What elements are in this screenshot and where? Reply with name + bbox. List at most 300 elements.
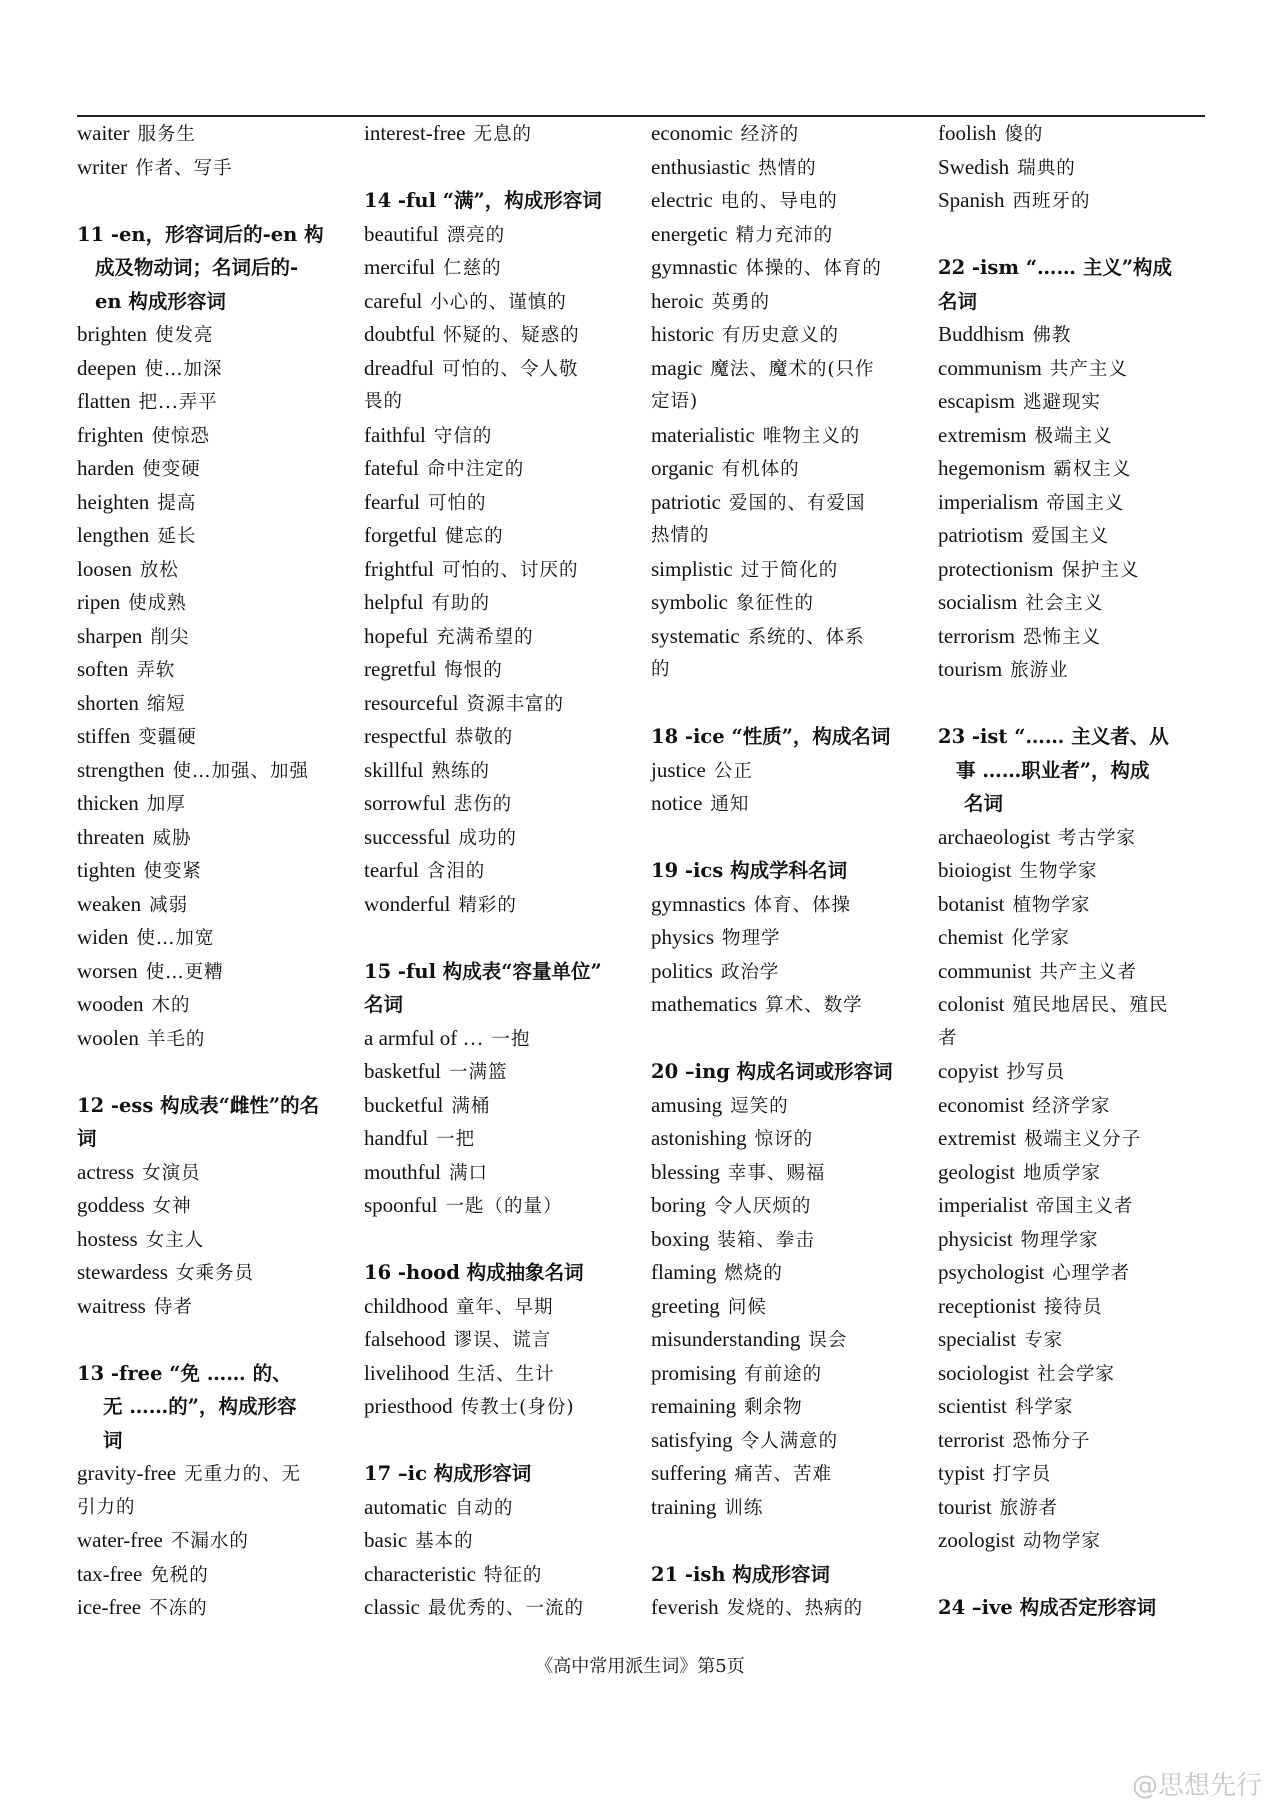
- section-gap: [364, 151, 642, 185]
- chinese-meaning: 通知: [710, 794, 750, 815]
- chinese-meaning: 有历史意义的: [722, 325, 840, 346]
- english-word: materialistic: [651, 422, 755, 447]
- section-heading: en 构成形容词: [95, 289, 226, 313]
- english-word: scientist: [938, 1394, 1007, 1418]
- word-entry: [77, 821, 355, 855]
- chinese-meaning: 可怕的、讨厌的: [441, 559, 579, 581]
- word-entry: [651, 1256, 929, 1290]
- word-entry: [364, 419, 642, 453]
- word-entry: [364, 1323, 642, 1357]
- word-entry: [77, 318, 355, 352]
- chinese-meaning: 燃烧的: [724, 1263, 783, 1284]
- english-word: communist: [938, 958, 1032, 983]
- chinese-meaning: 极端主义: [1034, 425, 1113, 447]
- chinese-meaning: 殖民地居民、殖民: [1012, 995, 1169, 1016]
- english-word: stewardess: [77, 1260, 168, 1284]
- entry-continuation: 引力的: [77, 1496, 136, 1518]
- english-word: doubtful: [364, 322, 436, 346]
- chinese-meaning: 一匙（的量）: [445, 1196, 563, 1217]
- word-entry: [364, 1156, 642, 1190]
- chinese-meaning: 英勇的: [711, 291, 770, 313]
- chinese-meaning: 命中注定的: [426, 459, 525, 480]
- word-entry: [938, 519, 1216, 553]
- word-entry: [651, 285, 929, 319]
- english-word: ripen: [77, 590, 121, 614]
- entry-continuation: 热情的: [651, 525, 710, 546]
- english-word: foolish: [938, 121, 997, 145]
- word-entry: [77, 921, 355, 955]
- word-entry: [651, 787, 929, 821]
- chinese-meaning: 恭敬的: [454, 727, 514, 748]
- english-word: justice: [651, 757, 706, 782]
- chinese-meaning: 西班牙的: [1012, 191, 1091, 212]
- chinese-meaning: 帝国主义: [1046, 492, 1125, 514]
- english-word: heroic: [651, 288, 704, 313]
- english-word: simplistic: [651, 556, 733, 581]
- section-gap: [364, 1223, 642, 1257]
- chinese-meaning: 可怕的、令人敬: [441, 358, 579, 380]
- english-word: threaten: [77, 824, 145, 849]
- word-entry: [77, 151, 355, 185]
- chinese-meaning: 童年、早期: [456, 1296, 554, 1318]
- chinese-meaning: 极端主义分子: [1024, 1129, 1142, 1150]
- chinese-meaning: 体育、体操: [753, 894, 852, 916]
- chinese-meaning: 共产主义者: [1039, 961, 1137, 983]
- word-entry: [651, 1223, 929, 1257]
- word-entry: [364, 1591, 642, 1625]
- english-word: stiffen: [77, 724, 131, 748]
- word-entry: [938, 1424, 1216, 1458]
- english-word: misunderstanding: [651, 1327, 801, 1351]
- english-word: communism: [938, 355, 1042, 380]
- chinese-meaning: 传教士(身份): [460, 1397, 575, 1418]
- word-entry: [364, 720, 642, 754]
- word-entry: [364, 1524, 642, 1558]
- word-entry: [364, 1357, 642, 1391]
- section-heading: 24 –ive 构成否定形容词: [938, 1596, 1157, 1619]
- english-word: fearful: [364, 489, 420, 514]
- english-word: extremism: [938, 422, 1027, 447]
- english-word: astonishing: [651, 1126, 747, 1150]
- column-4: [938, 117, 1216, 1625]
- chinese-meaning: 女主人: [145, 1229, 205, 1251]
- english-word: patriotic: [651, 489, 721, 514]
- english-word: loosen: [77, 556, 132, 581]
- section-heading: 12 -ess 构成表“雌性”的名: [77, 1093, 320, 1117]
- english-word: resourceful: [364, 690, 459, 715]
- english-word: Spanish: [938, 188, 1005, 212]
- english-word: systematic: [651, 623, 740, 648]
- english-word: harden: [77, 456, 135, 480]
- chinese-meaning: 削尖: [150, 626, 190, 648]
- english-word: forgetful: [364, 523, 438, 547]
- chinese-meaning: 女乘务员: [175, 1263, 254, 1284]
- chinese-meaning: 物理学: [722, 928, 781, 949]
- chinese-meaning: 提高: [157, 492, 197, 514]
- word-entry: [651, 921, 929, 955]
- english-word: enthusiastic: [651, 154, 751, 179]
- chinese-meaning: 无息的: [473, 124, 532, 145]
- word-entry: [938, 1457, 1216, 1491]
- chinese-meaning: 唯物主义的: [762, 425, 861, 447]
- word-entry: [364, 1390, 642, 1424]
- chinese-meaning: 地质学家: [1023, 1162, 1102, 1184]
- section-gap: [651, 821, 929, 855]
- chinese-meaning: 爱国的、有爱国: [728, 492, 866, 514]
- english-word: deepen: [77, 355, 137, 380]
- english-word: sharpen: [77, 623, 143, 648]
- word-entry: [77, 988, 355, 1022]
- word-entry: [364, 1558, 642, 1592]
- english-word: zoologist: [938, 1528, 1015, 1552]
- word-entry: [651, 218, 929, 252]
- chinese-meaning: 有前途的: [744, 1363, 823, 1385]
- word-entry: [77, 1558, 355, 1592]
- english-word: weaken: [77, 891, 142, 916]
- word-entry: [651, 1357, 929, 1391]
- english-word: physics: [651, 925, 714, 949]
- entry-continuation: 的: [651, 659, 671, 680]
- chinese-meaning: 仁慈的: [443, 258, 502, 279]
- word-entry: [364, 285, 642, 319]
- watermark: @思想先行: [1131, 1771, 1262, 1801]
- english-word: mathematics: [651, 992, 758, 1016]
- word-entry: [364, 251, 642, 285]
- column-2: [364, 117, 642, 1625]
- word-entry: [364, 888, 642, 922]
- word-entry: [938, 352, 1216, 386]
- chinese-meaning: 心理学者: [1052, 1263, 1131, 1284]
- chinese-meaning: 有助的: [431, 593, 490, 614]
- chinese-meaning: 生物学家: [1019, 861, 1098, 882]
- english-word: waiter: [77, 121, 130, 145]
- english-word: widen: [77, 925, 129, 949]
- english-word: tourism: [938, 657, 1003, 681]
- section-gap: [77, 184, 355, 218]
- english-word: beautiful: [364, 221, 439, 246]
- chinese-meaning: 资源丰富的: [466, 693, 564, 715]
- chinese-meaning: 放松: [139, 559, 179, 581]
- section-heading: 21 -ish 构成形容词: [651, 1562, 830, 1586]
- chinese-meaning: 热情的: [758, 157, 817, 179]
- chinese-meaning: 把...弄平: [138, 392, 218, 413]
- chinese-meaning: 帝国主义者: [1035, 1196, 1134, 1217]
- chinese-meaning: 羊毛的: [146, 1028, 206, 1050]
- word-entry: [938, 117, 1216, 151]
- english-word: Swedish: [938, 154, 1010, 179]
- chinese-meaning: 精彩的: [458, 894, 517, 916]
- chinese-meaning: 一把: [436, 1129, 476, 1150]
- chinese-meaning: 佛教: [1032, 325, 1072, 346]
- chinese-meaning: 免税的: [150, 1564, 209, 1586]
- chinese-meaning: 经济学家: [1032, 1095, 1111, 1117]
- word-entry: [938, 452, 1216, 486]
- section-heading: 名词: [964, 792, 1004, 815]
- chinese-meaning: 发烧的、热病的: [726, 1598, 864, 1619]
- english-word: gymnastics: [651, 891, 746, 916]
- word-entry: [938, 988, 1216, 1022]
- word-entry: [651, 988, 929, 1022]
- chinese-meaning: 成功的: [458, 827, 517, 849]
- english-word: woolen: [77, 1025, 139, 1050]
- word-entry: [77, 486, 355, 520]
- word-entry: [77, 519, 355, 553]
- word-entry: [364, 553, 642, 587]
- chinese-meaning: 漂亮的: [446, 224, 506, 246]
- section-heading: 14 -ful “满”，构成形容词: [364, 189, 602, 212]
- english-word: amusing: [651, 1092, 723, 1117]
- english-word: bucketful: [364, 1092, 444, 1117]
- english-word: heighten: [77, 489, 150, 514]
- section-gap: [651, 687, 929, 721]
- chinese-meaning: 不冻的: [149, 1598, 208, 1619]
- chinese-meaning: 使成熟: [128, 593, 187, 614]
- chinese-meaning: 充满希望的: [436, 626, 534, 648]
- chinese-meaning: 系统的、体系: [747, 626, 865, 648]
- english-word: organic: [651, 456, 714, 480]
- english-word: suffering: [651, 1461, 727, 1485]
- word-entry: [651, 352, 929, 386]
- english-word: extremist: [938, 1126, 1017, 1150]
- section-heading: 17 –ic 构成形容词: [364, 1462, 532, 1485]
- english-word: wooden: [77, 992, 144, 1016]
- word-entry: [651, 486, 929, 520]
- word-entry: [938, 318, 1216, 352]
- word-entry: [364, 787, 642, 821]
- english-word: classic: [364, 1595, 420, 1619]
- word-entry: [651, 184, 929, 218]
- chinese-meaning: 作者、写手: [135, 157, 233, 179]
- english-word: historic: [651, 322, 714, 346]
- column-1: [77, 117, 355, 1625]
- word-entry: [938, 486, 1216, 520]
- english-word: dreadful: [364, 355, 434, 380]
- chinese-meaning: 痛苦、苦难: [734, 1464, 832, 1485]
- section-heading: 20 –ing 构成名词或形容词: [651, 1060, 893, 1083]
- section-gap: [938, 218, 1216, 252]
- english-word: goddess: [77, 1193, 145, 1217]
- english-word: notice: [651, 791, 703, 815]
- word-entry: [77, 653, 355, 687]
- english-word: successful: [364, 824, 451, 849]
- chinese-meaning: 旅游业: [1010, 660, 1069, 681]
- word-entry: [364, 218, 642, 252]
- chinese-meaning: 女演员: [142, 1162, 201, 1184]
- word-entry: [938, 921, 1216, 955]
- english-word: thicken: [77, 791, 139, 815]
- word-entry: [364, 1055, 642, 1089]
- word-entry: [364, 620, 642, 654]
- chinese-meaning: 使变硬: [142, 459, 201, 480]
- english-word: waitress: [77, 1293, 146, 1318]
- word-entry: [77, 687, 355, 721]
- word-entry: [651, 586, 929, 620]
- english-word: boxing: [651, 1226, 710, 1251]
- chinese-meaning: 打字员: [992, 1464, 1052, 1485]
- section-heading: 11 -en，形容词后的-en 构: [77, 222, 324, 246]
- word-entry: [77, 452, 355, 486]
- word-entry: [77, 1457, 355, 1491]
- chinese-meaning: 电的、导电的: [720, 191, 838, 212]
- chinese-meaning: 含泪的: [426, 861, 486, 882]
- word-entry: [938, 653, 1216, 687]
- word-entry: [77, 854, 355, 888]
- english-word: sorrowful: [364, 791, 446, 815]
- english-word: mouthful: [364, 1159, 441, 1184]
- chinese-meaning: 动物学家: [1023, 1531, 1102, 1552]
- chinese-meaning: 魔法、魔术的(只作: [710, 358, 875, 380]
- english-word: livelihood: [364, 1360, 450, 1385]
- word-entry: [364, 821, 642, 855]
- word-entry: [651, 1323, 929, 1357]
- word-entry: [77, 720, 355, 754]
- english-word: tighten: [77, 858, 136, 882]
- english-word: tourist: [938, 1494, 992, 1519]
- chinese-meaning: 公正: [713, 760, 753, 782]
- section-heading: 15 -ful 构成表“容量单位”: [364, 959, 602, 983]
- word-entry: [77, 1022, 355, 1056]
- section-heading: 词: [77, 1127, 97, 1150]
- section-heading: 名词: [938, 289, 978, 313]
- word-entry: [651, 251, 929, 285]
- word-entry: [364, 854, 642, 888]
- chinese-meaning: 木的: [151, 995, 191, 1016]
- word-entry: [938, 151, 1216, 185]
- section-heading: 无 ……的”，构成形容: [103, 1395, 297, 1418]
- word-entry: [77, 1524, 355, 1558]
- english-word: spoonful: [364, 1193, 438, 1217]
- chinese-meaning: 无重力的、无: [184, 1464, 302, 1485]
- english-word: training: [651, 1494, 717, 1519]
- word-entry: [364, 352, 642, 386]
- word-entry: [364, 1089, 642, 1123]
- english-word: copyist: [938, 1059, 999, 1083]
- english-word: childhood: [364, 1293, 448, 1318]
- english-word: frighten: [77, 422, 144, 447]
- word-entry: [938, 1390, 1216, 1424]
- word-entry: [364, 687, 642, 721]
- english-word: promising: [651, 1360, 737, 1385]
- chinese-meaning: 逗笑的: [730, 1095, 789, 1117]
- english-word: bioiogist: [938, 858, 1012, 882]
- word-entry: [651, 1424, 929, 1458]
- english-word: handful: [364, 1126, 429, 1150]
- word-entry: [364, 519, 642, 553]
- chinese-meaning: 化学家: [1011, 928, 1070, 949]
- english-word: receptionist: [938, 1293, 1036, 1318]
- section-heading: 名词: [364, 993, 404, 1016]
- chinese-meaning: 最优秀的、一流的: [427, 1598, 584, 1619]
- chinese-meaning: 变疆硬: [138, 727, 197, 748]
- word-entry: [77, 553, 355, 587]
- english-word: characteristic: [364, 1561, 476, 1586]
- chinese-meaning: 侍者: [153, 1296, 193, 1318]
- word-entry: [77, 888, 355, 922]
- word-entry: [364, 754, 642, 788]
- english-word: automatic: [364, 1494, 447, 1519]
- chinese-meaning: 逃避现实: [1022, 392, 1101, 413]
- english-word: archaeologist: [938, 824, 1050, 849]
- chinese-meaning: 算术、数学: [765, 995, 863, 1016]
- english-word: frightful: [364, 556, 434, 581]
- english-word: greeting: [651, 1293, 720, 1318]
- chinese-meaning: 过于简化的: [740, 559, 839, 581]
- word-entry: [938, 1089, 1216, 1123]
- chinese-meaning: 植物学家: [1012, 894, 1091, 916]
- section-heading: 22 -ism “…… 主义”构成: [938, 256, 1173, 279]
- word-entry: [77, 754, 355, 788]
- english-word: magic: [651, 355, 703, 380]
- english-word: actress: [77, 1159, 135, 1184]
- english-word: basketful: [364, 1059, 441, 1083]
- word-entry: [77, 117, 355, 151]
- chinese-meaning: 满口: [449, 1162, 489, 1184]
- word-entry: [938, 888, 1216, 922]
- chinese-meaning: 满桶: [451, 1095, 491, 1117]
- section-gap: [651, 1524, 929, 1558]
- chinese-meaning: 缩短: [146, 693, 186, 715]
- word-entry: [364, 1290, 642, 1324]
- english-word: falsehood: [364, 1327, 446, 1351]
- chinese-meaning: 共产主义: [1049, 358, 1128, 380]
- section-gap: [77, 1055, 355, 1089]
- chinese-meaning: 怀疑的、疑惑的: [443, 325, 580, 346]
- chinese-meaning: 科学家: [1014, 1397, 1074, 1418]
- word-entry: [77, 586, 355, 620]
- word-entry: [77, 787, 355, 821]
- word-entry: [77, 955, 355, 989]
- english-word: imperialism: [938, 489, 1039, 514]
- word-entry: [77, 1223, 355, 1257]
- chinese-meaning: 训练: [724, 1497, 764, 1519]
- chinese-meaning: 令人厌烦的: [713, 1196, 812, 1217]
- word-entry: [938, 1156, 1216, 1190]
- chinese-meaning: 装箱、拳击: [717, 1229, 815, 1251]
- word-entry: [938, 419, 1216, 453]
- english-word: colonist: [938, 992, 1005, 1016]
- word-entry: [77, 1156, 355, 1190]
- word-entry: [364, 117, 642, 151]
- word-entry: [77, 352, 355, 386]
- chinese-meaning: 减弱: [149, 894, 189, 916]
- section-gap: [938, 1558, 1216, 1592]
- english-word: socialism: [938, 590, 1018, 614]
- english-word: gymnastic: [651, 255, 738, 279]
- english-word: respectful: [364, 724, 447, 748]
- english-word: writer: [77, 154, 128, 179]
- english-word: boring: [651, 1193, 706, 1217]
- english-word: helpful: [364, 590, 424, 614]
- english-word: skillful: [364, 757, 424, 782]
- chinese-meaning: 物理学家: [1020, 1229, 1099, 1251]
- word-entry: [651, 1491, 929, 1525]
- english-word: soften: [77, 657, 129, 681]
- chinese-meaning: 傻的: [1004, 124, 1044, 145]
- english-word: flaming: [651, 1260, 717, 1284]
- chinese-meaning: 接待员: [1043, 1296, 1103, 1318]
- chinese-meaning: 令人满意的: [740, 1430, 839, 1452]
- chinese-meaning: 服务生: [137, 124, 196, 145]
- chinese-meaning: 体操的、体育的: [745, 258, 882, 279]
- chinese-meaning: 女神: [152, 1196, 192, 1217]
- english-word: specialist: [938, 1327, 1017, 1351]
- chinese-meaning: 使惊恐: [151, 425, 210, 447]
- chinese-meaning: 旅游者: [999, 1497, 1059, 1519]
- word-entry: [938, 620, 1216, 654]
- word-entry: [938, 1357, 1216, 1391]
- chinese-meaning: 抄写员: [1006, 1062, 1066, 1083]
- english-word: brighten: [77, 322, 147, 346]
